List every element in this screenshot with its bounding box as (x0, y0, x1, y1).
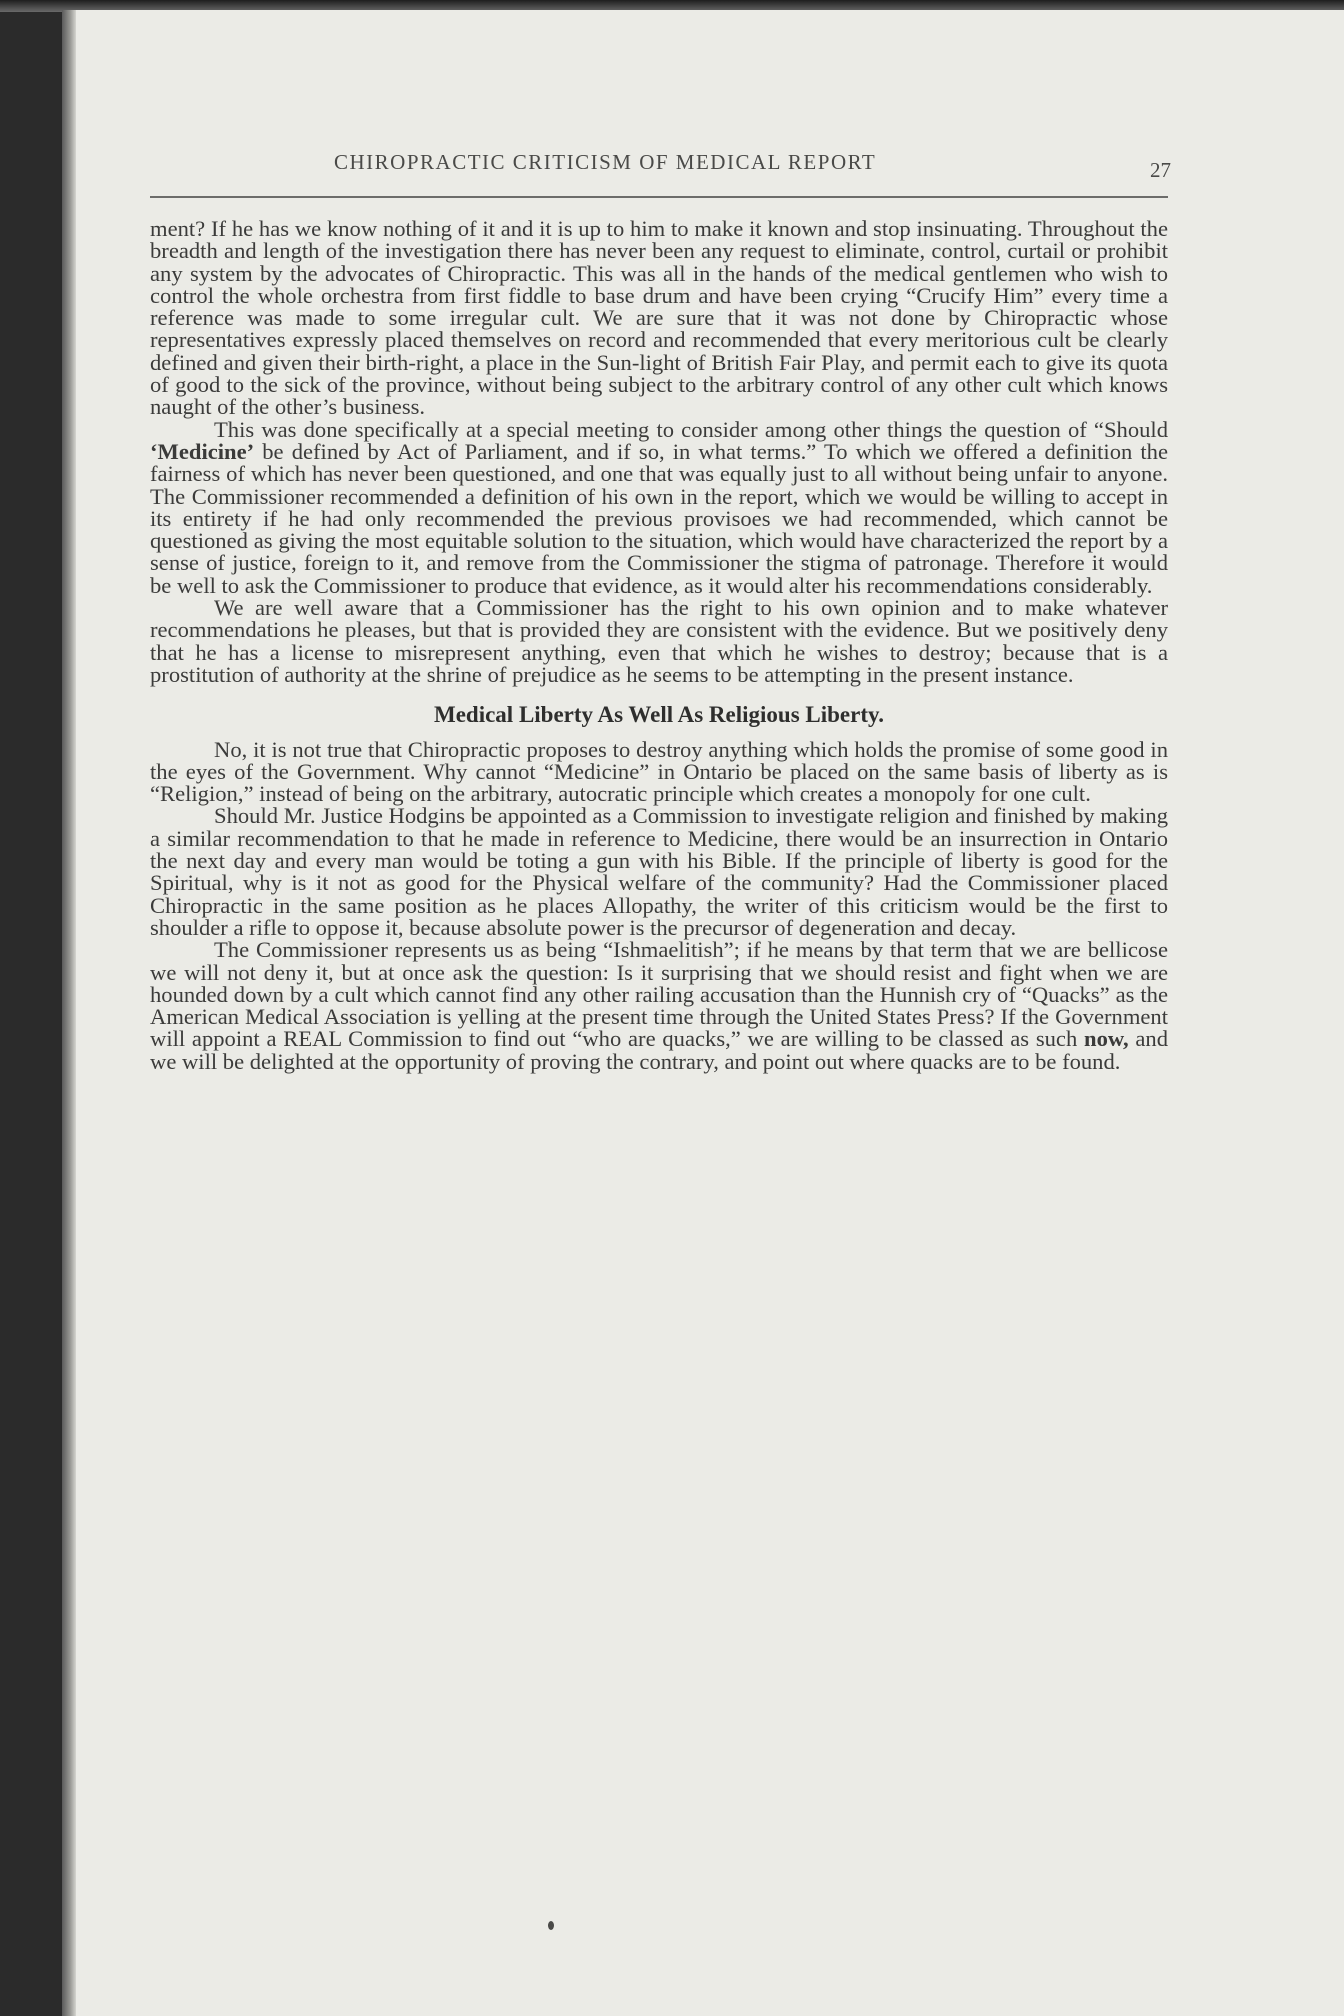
page-gutter-shadow (62, 10, 76, 2016)
section-heading: Medical Liberty As Well As Religious Liberty. (434, 702, 884, 728)
paragraph-4: No, it is not true that Chiropractic proposes to destroy anything which holds the promise of some good in the eyes of the Government. Why cannot “Medicine” in Ontario be placed on the same basis of liberty as is “Religion,” instead of being on the arbitrary, autocratic principle which creates a monopoly for one cult. (150, 736, 1168, 807)
paragraph-2-text-b: be defined by Act of Parliament, and if so, in what terms.” To which we offered a definition the fairness of which has never been questioned, and one that was equally just to all without being unfair to anyone. The Commissioner recommended a definition of his own in the report, which we would be willing to accept in its entirety if he had only recommended the previous provisoes we had recommended, which cannot be questioned as giving the most equitable solution to the situation, which would have characterized the report by a sense of justice, foreign to it, and remove from the Commissioner the stigma of patronage. Therefore it would be well to ask the Commissioner to produce that evidence, as it would alter his recommendations considerably. (150, 438, 1168, 598)
paragraph-6-text-a: The Commissioner represents us as being “Ishmaelitish”; if he means by that term that we are bellicose we will not deny it, but at once ask the question: Is it surprising that we should resist and fight when we are hounded down by a cult which cannot find any other railing accusation than the Hunnish cry of “Quacks” as the American Medical Association is yelling at the present time through the United States Press? If the Government will appoint a REAL Commission to find out “who are quacks,” we are willing to be classed as such (150, 937, 1168, 1052)
running-title: CHIROPRACTIC CRITICISM OF MEDICAL REPORT (334, 150, 877, 174)
page-header (150, 150, 1170, 190)
paragraph-6 (150, 939, 1168, 1073)
paragraph-1 (150, 218, 1168, 419)
paragraph-1-text-a: ment? If he has we know nothing of it and it is up to him to make it known and stop insinuating. Throughout the breadth and length of the investigation there has never been any request to eliminate, control, curtail or prohibit any system by the advocates of Chiropractic. This was all in the hands of the medical gentlemen who wish to control the whole orchestra from first fiddle to base drum and have been crying (150, 216, 1168, 308)
paragraph-5: Should Mr. Justice Hodgins be appointed as a Commission to investigate religion and finished by making a similar recommendation to that he made in reference to Medicine, there would be an insurrection in Ontario the next day and every man would be toting a gun with his Bible. If the principle of liberty is good for the Spiritual, why is it not as good for the Physical welfare of the community? Had the Commissioner placed Chiropractic in the same position as he places Allopathy, the writer of this criticism would be the first to shoulder a rifle to oppose it, because absolute power is the precursor of degeneration and decay. (150, 803, 1168, 940)
crucify-quote: “Crucify Him” (906, 282, 1044, 308)
header-rule (150, 196, 1168, 198)
paragraph-3: We are well aware that a Commissioner has the right to his own opinion and to make whatever recommendations he pleases, but that is provided they are consistent with the evidence. But we positively deny that he has a license to misrepresent anything, even that which he wishes to destroy; because that is a prostitution of authority at the shrine of prejudice as he seems to be attempting in the present instance. (150, 595, 1168, 687)
paragraph-1-text-b: every time a reference was made to some irregular cult. We are sure that it was not done by Chiropractic whose representatives expressly placed themselves on record and recommended that every meritorious cult be clearly defined and given their birth-right, a place in the Sun-light of British Fair Play, and permit each to give its quota of good to the sick of the province, without being subject to the arbitrary control of any other cult which knows naught of the other’s business. (150, 282, 1168, 420)
medicine-term: ‘Medicine’ (150, 438, 255, 464)
paragraph-2-text-a: This was done specifically at a special meeting to consider among other things the question of “Should (214, 416, 1168, 442)
paragraph-6-text-b: and we will be delighted at the opportunity of proving the contrary, and point out where quacks are to be found. (150, 1026, 1168, 1074)
paragraph-2 (150, 416, 1168, 598)
page-number: 27 (1150, 158, 1171, 182)
article-body (150, 218, 1168, 1073)
now-emphasis: now, (1084, 1026, 1129, 1052)
footer-dot (548, 1921, 554, 1930)
